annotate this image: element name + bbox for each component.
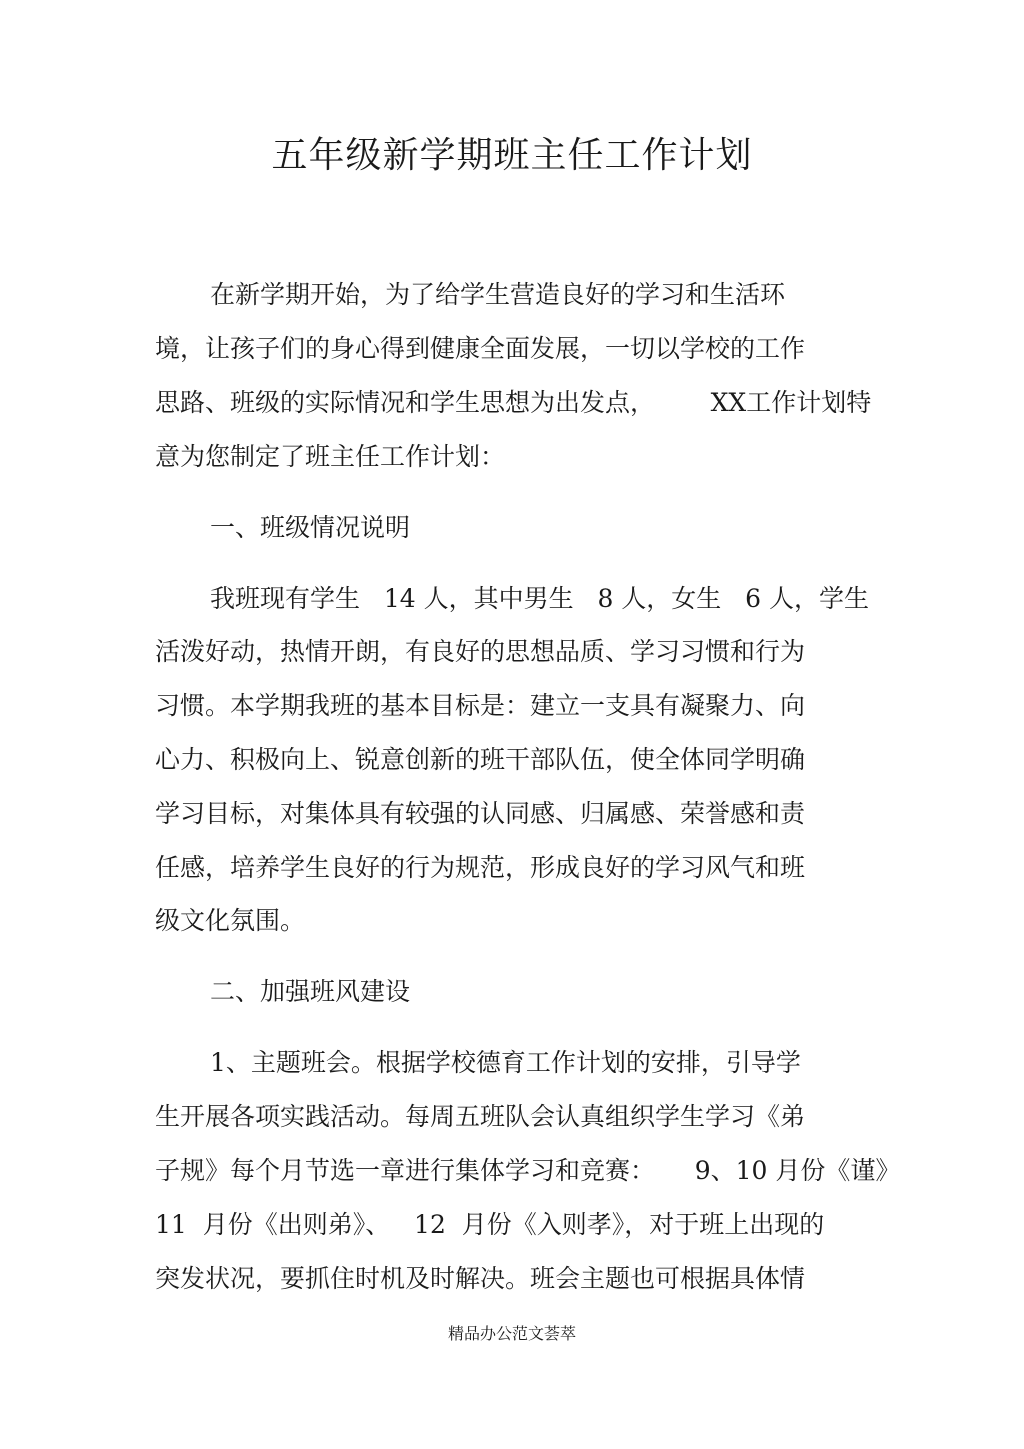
- paragraph-line: 子规》每个月节选一章进行集体学习和竞赛： 9、10 月份《谨》: [155, 1156, 901, 1185]
- paragraph-line: 习惯。本学期我班的基本目标是：建立一支具有凝聚力、向: [155, 691, 806, 720]
- paragraph-line: 生开展各项实践活动。每周五班队会认真组织学生学习《弟: [155, 1102, 806, 1131]
- paragraph-line: 意为您制定了班主任工作计划：: [155, 442, 506, 471]
- page-footer: 精品办公范文荟萃: [447, 1324, 576, 1343]
- document-title: 五年级新学期班主任工作计划: [271, 135, 753, 176]
- paragraph-line: 级文化氛围。: [155, 906, 306, 935]
- paragraph-line: 任感，培养学生良好的行为规范，形成良好的学习风气和班: [155, 853, 806, 882]
- paragraph-line: 心力、积极向上、锐意创新的班干部队伍，使全体同学明确: [155, 745, 806, 774]
- paragraph-line: 我班现有学生 14 人，其中男生 8 人，女生 6 人，学生: [210, 584, 869, 613]
- paragraph-line: 1、主题班会。根据学校德育工作计划的安排，引导学: [210, 1048, 801, 1077]
- paragraph-line: 在新学期开始，为了给学生营造良好的学习和生活环: [210, 280, 786, 309]
- section-heading: 一、班级情况说明: [210, 513, 411, 542]
- paragraph-line: 境，让孩子们的身心得到健康全面发展，一切以学校的工作: [155, 334, 806, 363]
- paragraph-line: 活泼好动，热情开朗，有良好的思想品质、学习习惯和行为: [155, 637, 806, 666]
- paragraph-line: 学习目标，对集体具有较强的认同感、归属感、荣誉感和责: [155, 799, 806, 828]
- section-heading: 二、加强班风建设: [210, 977, 411, 1006]
- paragraph-line: 11 月份《出则弟》、 12 月份《入则孝》，对于班上出现的: [155, 1210, 825, 1239]
- paragraph-line: 思路、班级的实际情况和学生思想为出发点， XX工作计划特: [155, 388, 872, 417]
- paragraph-line: 突发状况，要抓住时机及时解决。班会主题也可根据具体情: [155, 1264, 806, 1293]
